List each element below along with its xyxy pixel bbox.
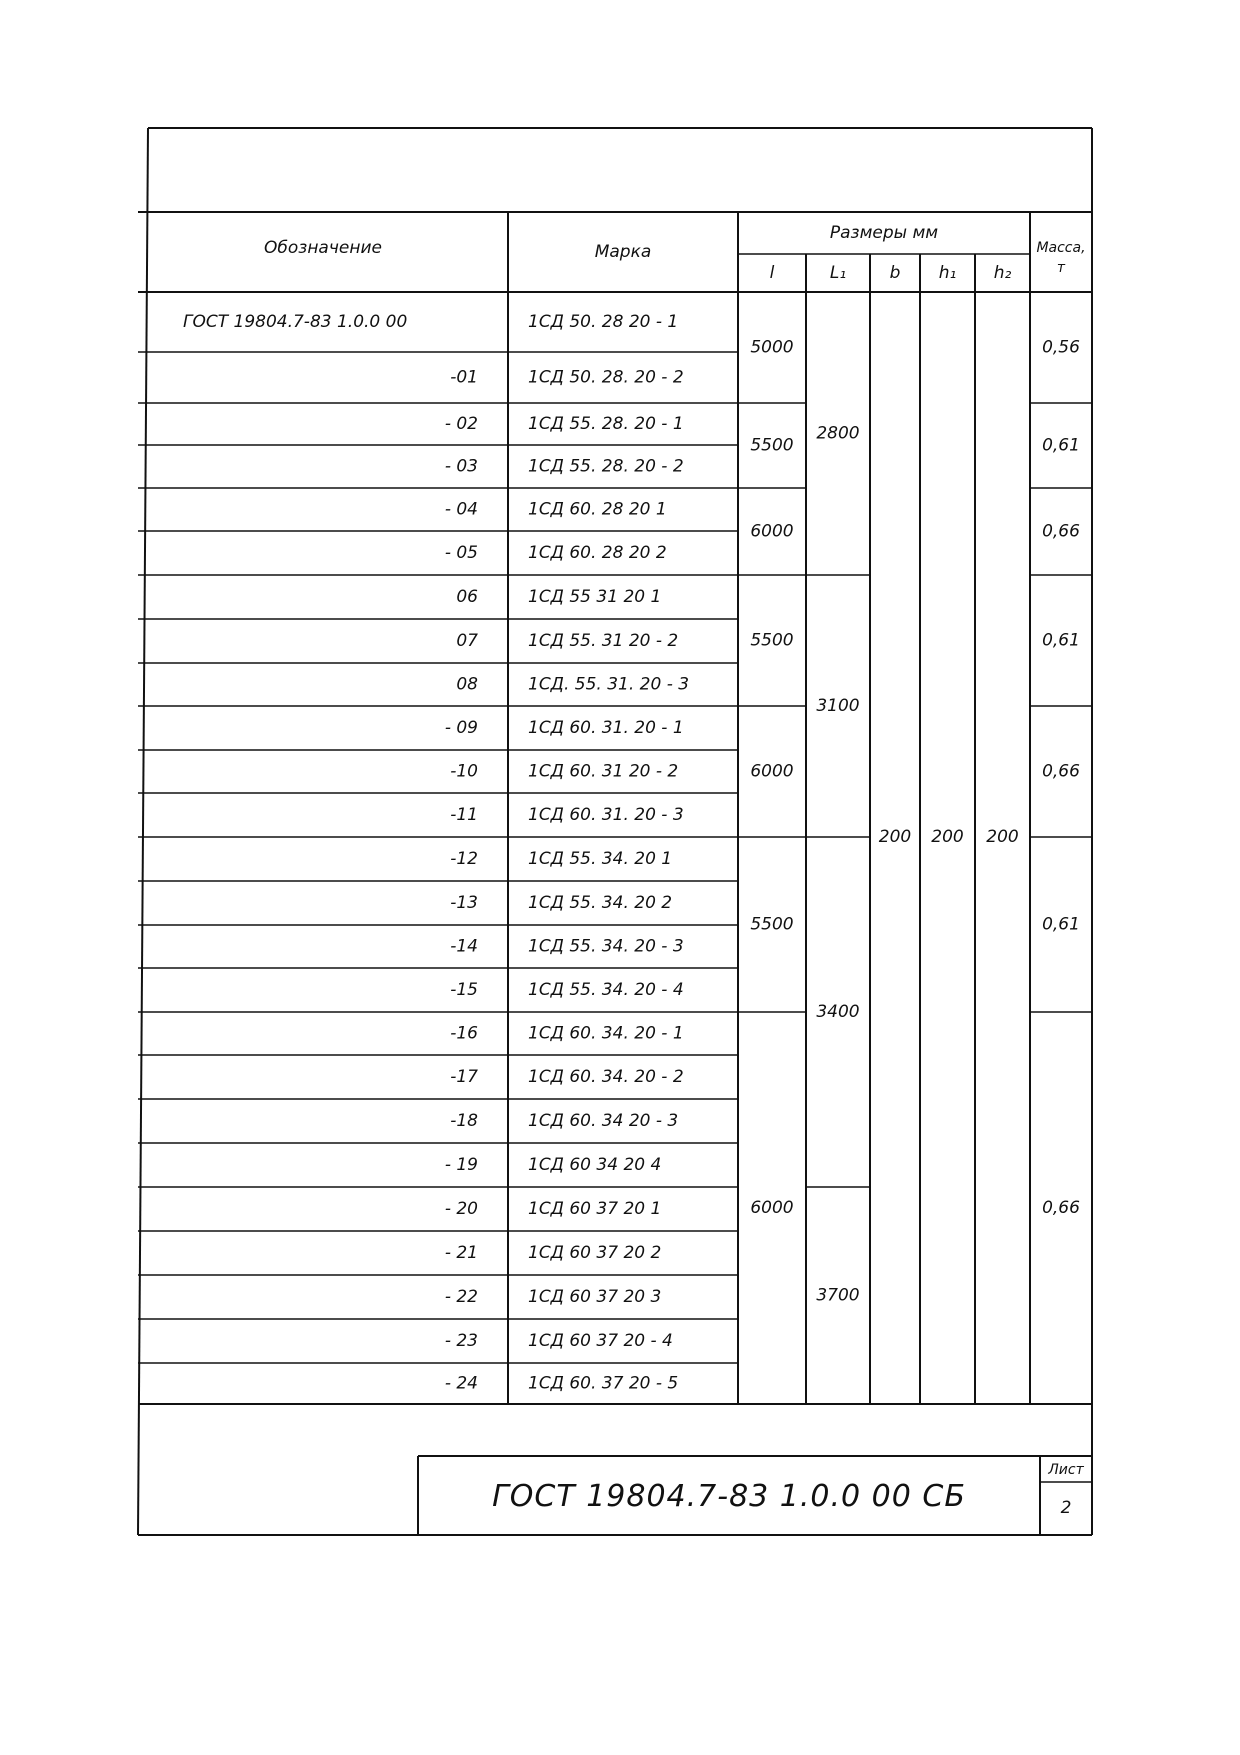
header-col-l1: L₁ [829,263,847,283]
row-mark: 1СД 60. 28 20 2 [528,543,667,563]
document-code: ГОСТ 19804.7-83 1.0.0 00 СБ [492,1479,966,1514]
row-mark: 1СД 60 37 20 1 [528,1199,662,1219]
header-designation: Обозначение [264,238,382,258]
row-designation: -10 [450,761,478,782]
row-designation: 08 [456,674,478,695]
row-designation: -16 [450,1023,478,1044]
row-mark: 1СД 60. 28 20 1 [528,499,667,520]
frame-left [138,128,148,1535]
row-mark: 1СД 60 37 20 3 [528,1287,662,1307]
row-mark: 1СД 60. 34 20 - 3 [528,1111,679,1131]
l-value: 5500 [750,630,794,651]
header-mass-unit: т [1056,260,1066,276]
l1-value: 2800 [816,423,860,444]
row-mark: 1СД 60. 31 20 - 2 [528,761,679,782]
l-value: 6000 [750,761,794,782]
row-designation: -18 [450,1111,478,1131]
row-mark: 1СД 55. 34. 20 1 [528,849,673,869]
l-value: 5500 [750,435,794,456]
row-mark: 1СД 60 37 20 2 [528,1243,662,1263]
row-designation: 06 [456,587,478,607]
header-col-b: b [889,263,901,283]
row-mark: 1СД 55. 34. 20 2 [528,893,673,913]
row-designation: -15 [450,980,478,1000]
mass-value: 0,61 [1042,435,1080,456]
row-mark: 1СД 50. 28. 20 - 2 [528,367,684,388]
mass-value: 0,61 [1042,630,1080,651]
h1-value: 200 [931,827,964,847]
row-mark: 1СД 60. 34. 20 - 2 [528,1067,684,1087]
row-mark: 1СД 60 34 20 4 [528,1155,662,1175]
row-designation: -12 [450,849,478,869]
row-designation: - 04 [444,499,478,520]
row-designation: - 23 [444,1331,478,1351]
row-designation: - 22 [444,1287,478,1307]
sheet-number: 2 [1060,1498,1072,1518]
row-mark: 1СД 60. 34. 20 - 1 [528,1023,684,1044]
mass-value: 0,61 [1042,914,1080,935]
row-mark: 1СД 55. 31 20 - 2 [528,631,679,651]
row-designation: - 02 [444,414,478,434]
row-designation: 07 [456,631,478,651]
mass-value: 0,66 [1042,761,1080,782]
sheet-label: Лист [1048,1462,1084,1478]
row-mark: 1СД 55 31 20 1 [528,587,662,607]
l1-value: 3400 [816,1002,860,1022]
row-designation: -01 [450,367,478,388]
row-mark: 1СД 60 37 20 - 4 [528,1331,673,1351]
l-value: 5500 [750,914,794,935]
row-designation: ГОСТ 19804.7-83 1.0.0 00 [183,312,408,332]
header-col-h1: h₁ [938,263,957,283]
row-designation: - 09 [444,718,478,738]
row-mark: 1СД 60. 31. 20 - 1 [528,718,684,738]
row-mark: 1СД 55. 28. 20 - 1 [528,414,684,434]
row-mark: 1СД 55. 34. 20 - 3 [528,936,684,957]
header-mass: Масса, [1036,240,1086,256]
l-value: 5000 [750,337,794,358]
b-value: 200 [878,827,912,847]
header-mark: Марка [594,242,652,262]
mass-value: 0,66 [1042,1198,1080,1218]
mass-value: 0,66 [1042,521,1080,542]
header-dimensions: Размеры мм [829,223,939,243]
row-designation: - 03 [444,456,478,477]
h2-value: 200 [986,827,1019,847]
table-text [183,223,1086,1518]
l1-value: 3700 [816,1285,860,1306]
header-col-l: l [769,263,775,283]
row-designation: -14 [450,936,478,957]
row-designation: -13 [450,893,478,913]
header-col-h2: h₂ [993,263,1012,283]
row-designation: - 19 [444,1155,478,1175]
row-designation: -11 [450,805,478,825]
row-mark: 1СД 55. 28. 20 - 2 [528,456,684,477]
row-designation: - 20 [444,1199,478,1219]
l-value: 6000 [750,521,794,542]
mass-value: 0,56 [1042,337,1080,358]
row-mark: 1СД 60. 37 20 - 5 [528,1373,679,1394]
row-designation: - 05 [444,543,478,563]
l-value: 6000 [750,1198,794,1218]
row-mark: 1СД 55. 34. 20 - 4 [528,980,684,1000]
row-designation: -17 [450,1067,478,1087]
l1-value: 3100 [816,696,860,716]
row-mark: 1СД. 55. 31. 20 - 3 [528,674,690,695]
row-designation: - 21 [444,1243,478,1263]
row-designation: - 24 [444,1373,478,1394]
row-mark: 1СД 50. 28 20 - 1 [528,312,679,332]
row-mark: 1СД 60. 31. 20 - 3 [528,805,684,825]
